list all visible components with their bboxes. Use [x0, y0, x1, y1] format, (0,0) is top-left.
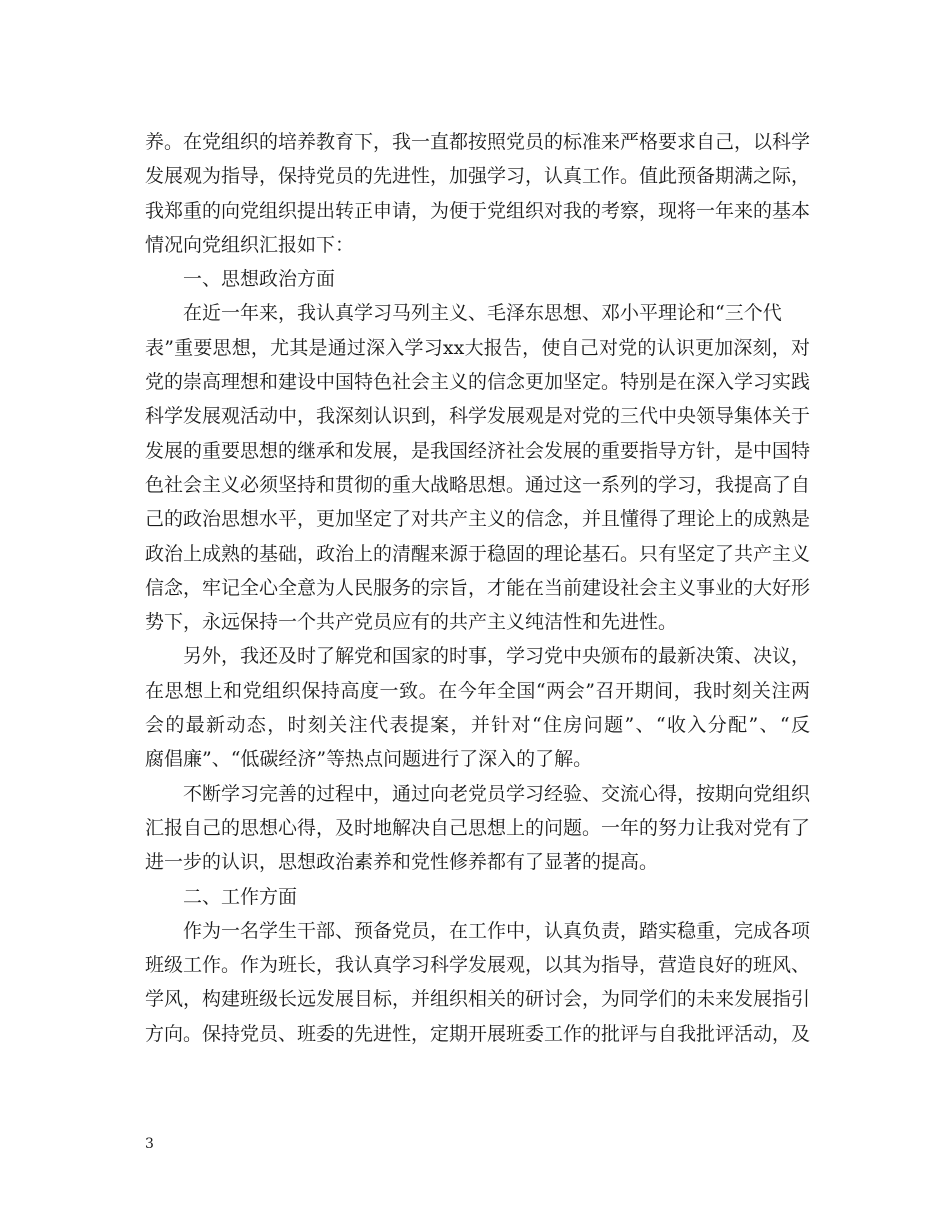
text-line: 学风，构建班级长远发展目标，并组织相关的研讨会，为同学们的未来发展指引 [145, 988, 811, 1011]
text-line: 腐倡廉”、“低碳经济”等热点问题进行了深入的了解。 [145, 748, 593, 771]
text-line: 色社会主义必须坚持和贯彻的重大战略思想。通过这一系列的学习，我提高了自 [145, 473, 811, 496]
text-line: 情况向党组织汇报如下： [145, 233, 355, 256]
section-heading: 一、思想政治方面 [183, 268, 336, 291]
text-line: 不断学习完善的过程中，通过向老党员学习经验、交流心得，按期向党组织 [183, 782, 811, 805]
text-line: 势下，永远保持一个共产党员应有的共产主义纯洁性和先进性。 [145, 611, 678, 634]
text-line: 作为一名学生干部、预备党员，在工作中，认真负责，踏实稳重，完成各项 [183, 919, 811, 942]
text-line: 养。在党组织的培养教育下，我一直都按照党员的标准来严格要求自己，以科学 [145, 131, 811, 153]
text-line: 在近一年来，我认真学习马列主义、毛泽东思想、邓小平理论和“三个代 [183, 302, 782, 325]
text-line: 信念，牢记全心全意为人民服务的宗旨，才能在当前建设社会主义事业的大好形 [145, 576, 811, 599]
text-line: 我郑重的向党组织提出转正申请，为便于党组织对我的考察，现将一年来的基本 [145, 199, 811, 222]
text-line: 发展的重要思想的继承和发展，是我国经济社会发展的重要指导方针，是中国特 [145, 439, 811, 462]
page-number: 3 [145, 1136, 154, 1152]
section-heading: 二、工作方面 [183, 885, 298, 908]
text-line: 会的最新动态，时刻关注代表提案，并针对“住房问题”、“收入分配”、“反 [145, 714, 810, 737]
text-line: 科学发展观活动中，我深刻认识到，科学发展观是对党的三代中央领导集体关于 [145, 405, 811, 428]
text-line: 进一步的认识，思想政治素养和党性修养都有了显著的提高。 [145, 851, 659, 874]
text-line: 班级工作。作为班长，我认真学习科学发展观，以其为指导，营造良好的班风、 [145, 954, 811, 977]
text-line: 汇报自己的思想心得，及时地解决自己思想上的问题。一年的努力让我对党有了 [145, 816, 811, 839]
text-line: 另外，我还及时了解党和国家的时事，学习党中央颁布的最新决策、决议， [183, 645, 811, 668]
text-line: 在思想上和党组织保持高度一致。在今年全国“两会”召开期间，我时刻关注两 [145, 679, 810, 702]
text-line: 政治上成熟的基础，政治上的清醒来源于稳固的理论基石。只有坚定了共产主义 [145, 542, 811, 565]
body-text [145, 125, 810, 1051]
text-line: 表”重要思想，尤其是通过深入学习xx大报告，使自己对党的认识更加深刻，对 [145, 336, 810, 359]
text-line: 党的崇高理想和建设中国特色社会主义的信念更加坚定。特别是在深入学习实践 [145, 371, 811, 394]
text-line: 发展观为指导，保持党员的先进性，加强学习，认真工作。值此预备期满之际， [145, 165, 811, 188]
text-line: 己的政治思想水平，更加坚定了对共产主义的信念，并且懂得了理论上的成熟是 [145, 508, 811, 531]
text-line: 方向。保持党员、班委的先进性，定期开展班委工作的批评与自我批评活动，及 [145, 1022, 811, 1045]
